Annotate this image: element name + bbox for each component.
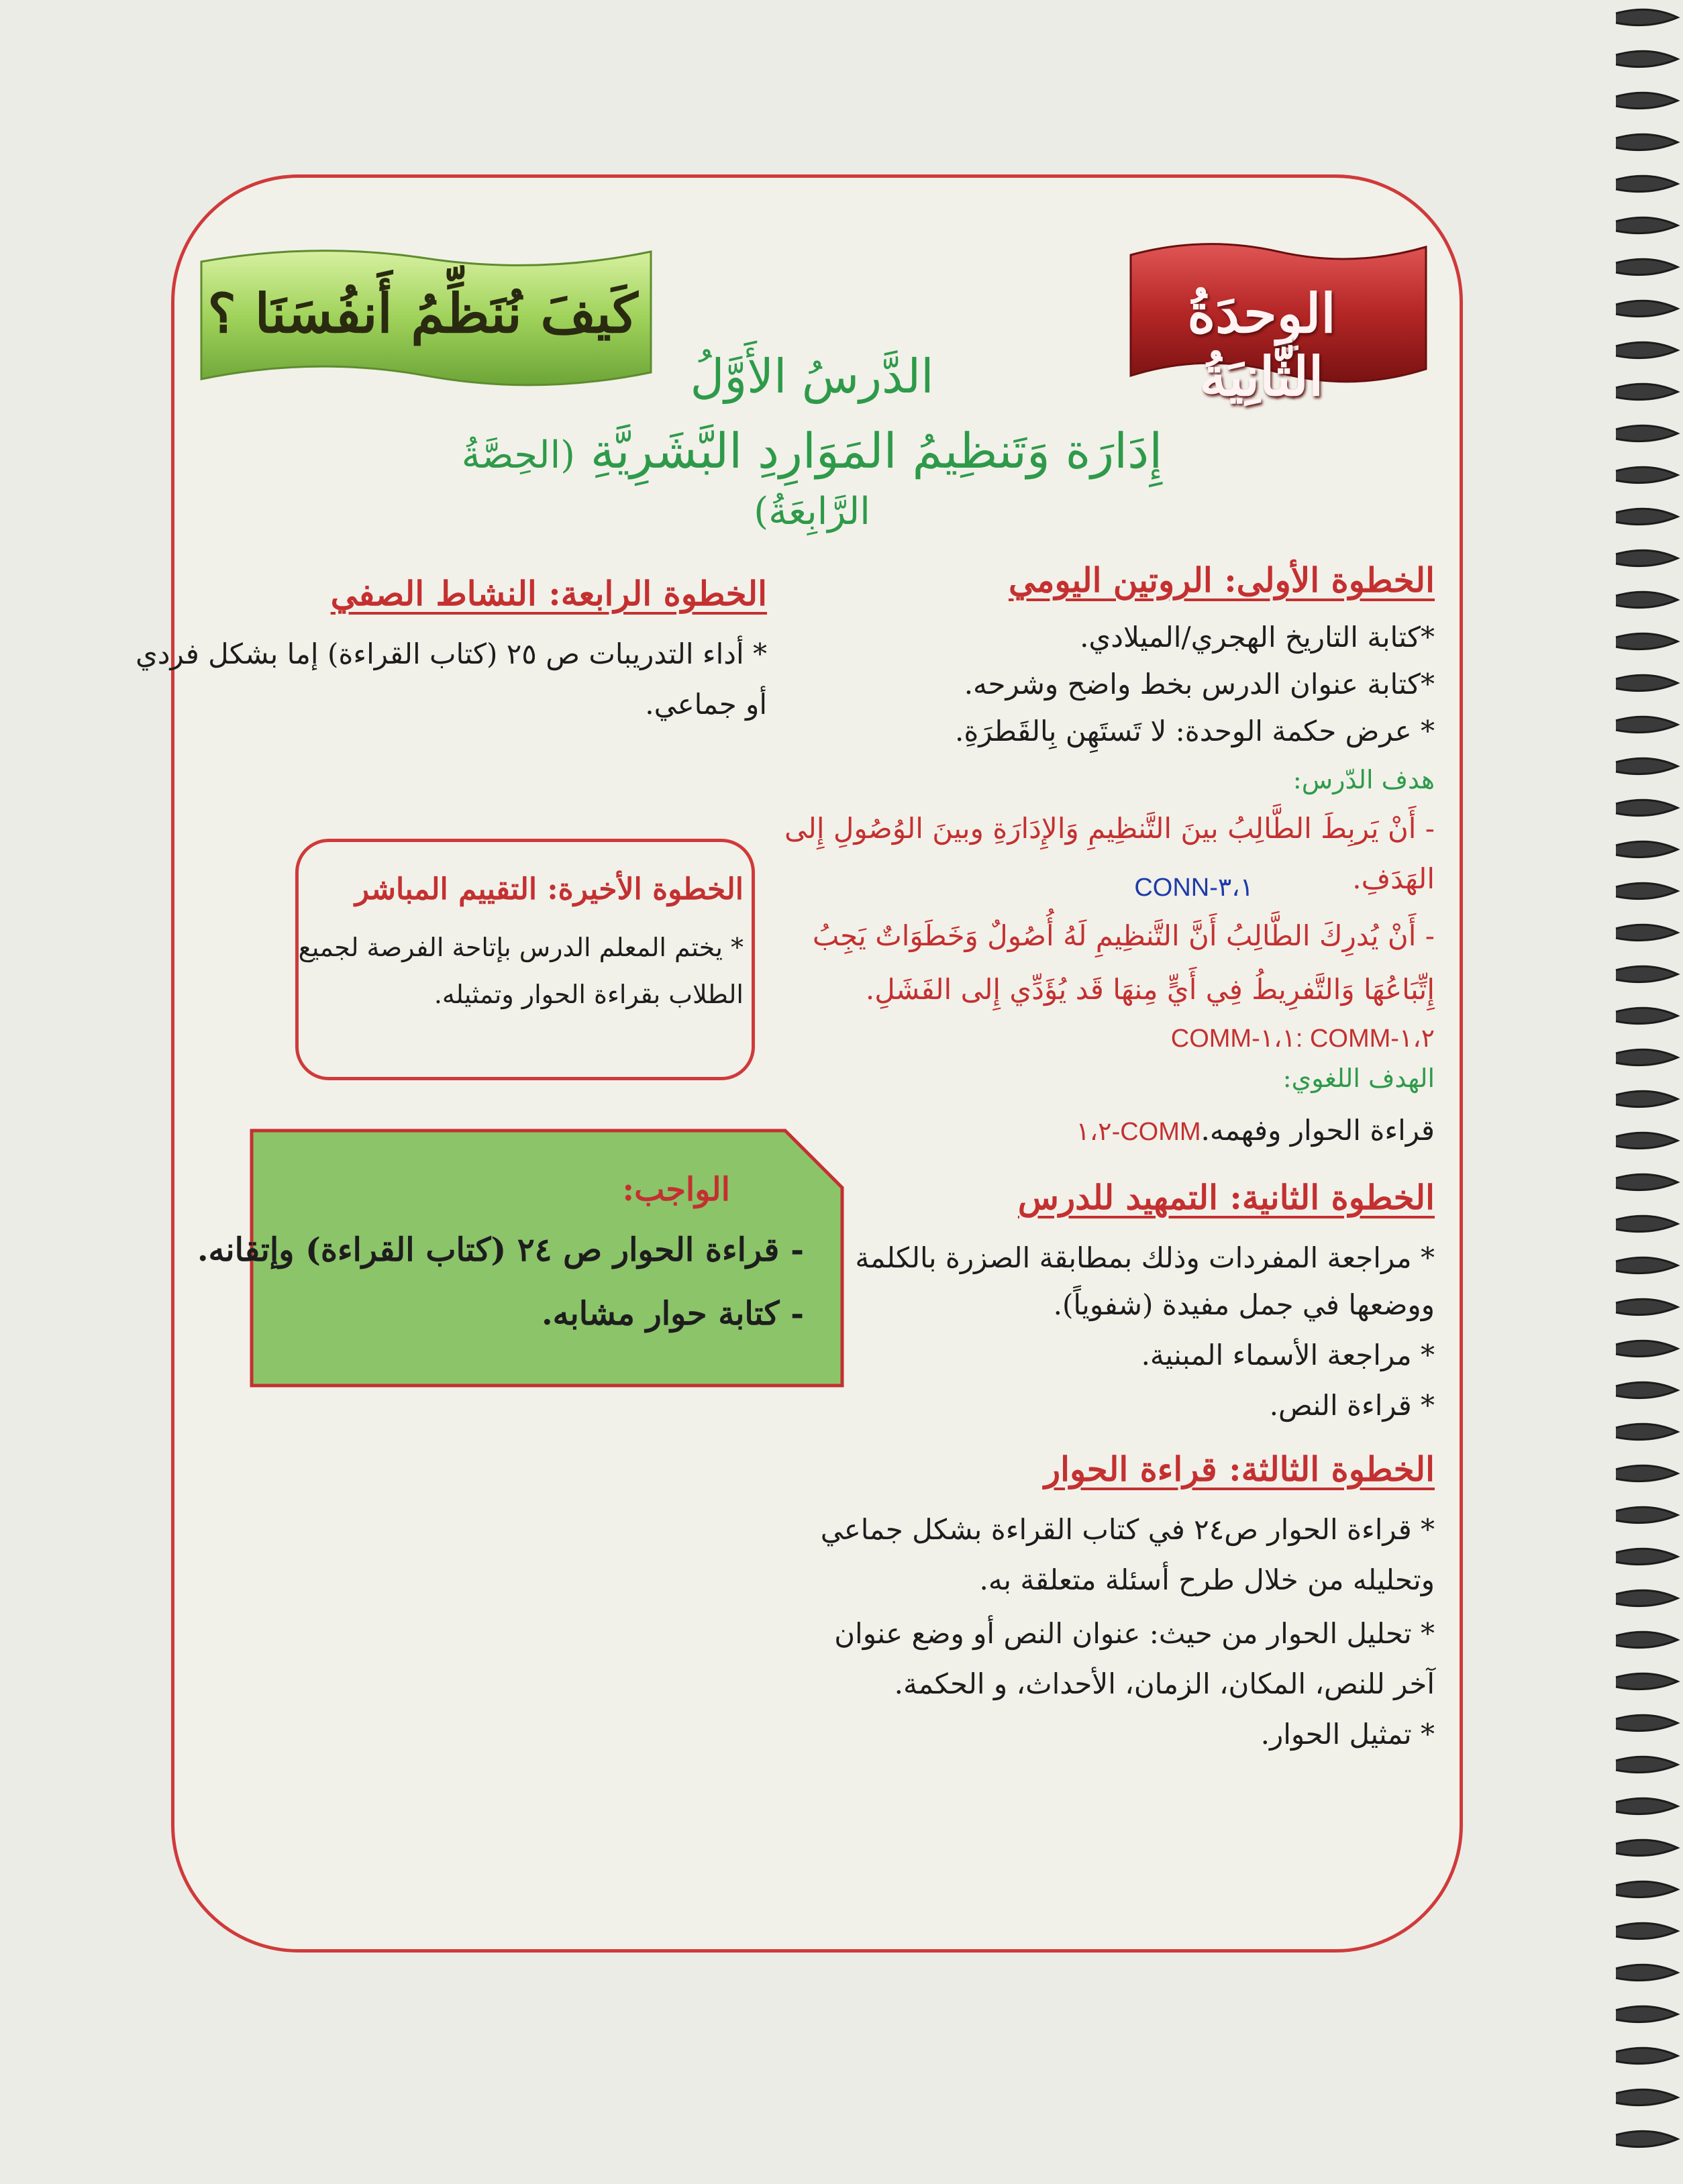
lang-goal-text: قراءة الحوار وفهمه. (1201, 1114, 1435, 1147)
step4-line-2: أو جماعي. (645, 688, 767, 721)
goal-label: هدف الدّرس: (1292, 765, 1435, 794)
spiral-coil (1616, 51, 1678, 66)
spiral-coil (1616, 633, 1678, 649)
step4-line-1: * أداء التدريبات ص ٢٥ (كتاب القراءة) إما بشكل فردي (135, 637, 767, 670)
spiral-coil (1616, 1632, 1678, 1647)
spiral-coil (1616, 675, 1678, 690)
spiral-coil (1616, 2006, 1678, 2022)
theme-title: كَيفَ نُنَظِّمُ أَنفُسَنَا ؟ (207, 282, 638, 345)
spiral-coil (1616, 592, 1678, 607)
spiral-coil (1616, 1881, 1678, 1897)
spiral-coil (1616, 841, 1678, 857)
spiral-coil (1616, 425, 1678, 441)
step2-line-1: * مراجعة المفردات وذلك بمطابقة الصزرة بالكلمة (855, 1241, 1435, 1274)
goal2-line-a: - أَنْ يُدرِكَ الطَّالِبُ أَنَّ التَّنظِيمِ لَهُ أُصُولٌ وَخَطَوَاتٌ يَجِبُ (812, 919, 1435, 952)
spiral-coil (1616, 1091, 1678, 1106)
spiral-coil (1616, 2048, 1678, 2063)
spiral-coil (1616, 1923, 1678, 1938)
spiral-coil (1616, 1382, 1678, 1398)
step3-line-3: * تحليل الحوار من حيث: عنوان النص أو وضع عنوان (834, 1617, 1435, 1650)
step4-heading: الخطوة الرابعة: النشاط الصفي (330, 574, 767, 613)
spiral-coil (1616, 176, 1678, 191)
step3-line-2: وتحليله من خلال طرح أسئلة متعلقة به. (979, 1563, 1435, 1596)
final-step-line-1: * يختم المعلم الدرس بإتاحة الفرصة لجميع (298, 933, 744, 962)
spiral-coil (1616, 301, 1678, 316)
spiral-coil (1616, 758, 1678, 774)
spiral-coil (1616, 1216, 1678, 1231)
goal1-line-a: - أَنْ يَربِطَ الطَّالِبُ بينَ التَّنظِيمِ وَالإِدَارَةِ وبينَ الوُصُولِ إِلى (784, 812, 1435, 845)
spiral-coil (1616, 1257, 1678, 1273)
step2-line-3: * مراجعة الأسماء المبنية. (1141, 1339, 1435, 1371)
goal2-code: COMM-١،١: COMM-١،٢ (1170, 1025, 1435, 1053)
spiral-coil (1616, 1798, 1678, 1814)
lang-goal-code: COMM-١،٢ (1076, 1118, 1201, 1146)
spiral-coil (1616, 134, 1678, 150)
goal1-line-b: الهَدَفِ. (1352, 862, 1435, 895)
spiral-coil (1616, 1133, 1678, 1148)
spiral-coil (1616, 259, 1678, 274)
goal1-code: CONN-٣،١ (1134, 874, 1254, 902)
spiral-coil (1616, 1341, 1678, 1356)
spiral-coil (1616, 966, 1678, 982)
lesson-subtitle (403, 423, 1221, 535)
final-step-heading: الخطوة الأخيرة: التقييم المباشر (354, 872, 744, 906)
spiral-coil (1616, 1549, 1678, 1564)
step3-line-5: * تمثيل الحوار. (1260, 1718, 1435, 1751)
spiral-coil (1616, 509, 1678, 524)
spiral-coil (1616, 1965, 1678, 1980)
step1-line-3: * عرض حكمة الوحدة: لا تَستَهِن بِالقَطرَةِ. (954, 715, 1435, 747)
spiral-coil (1616, 384, 1678, 399)
spiral-coil (1616, 93, 1678, 108)
homework-line-1: - قراءة الحوار ص ٢٤ (كتاب القراءة) وإتقانه. (197, 1231, 804, 1269)
spiral-coil (1616, 1507, 1678, 1522)
spiral-coil (1616, 1465, 1678, 1481)
step1-line-1: *كتابة التاريخ الهجري/الميلادي. (1080, 621, 1435, 654)
spiral-coil (1616, 1299, 1678, 1314)
spiral-coil (1616, 883, 1678, 898)
step2-line-4: * قراءة النص. (1269, 1389, 1435, 1422)
step2-heading: الخطوة الثانية: التمهيد للدرس (1017, 1178, 1435, 1217)
step3-line-4: آخر للنص، المكان، الزمان، الأحداث، و الحكمة. (894, 1667, 1435, 1700)
spiral-coil (1616, 217, 1678, 233)
spiral-coil (1616, 9, 1678, 25)
spiral-coil (1616, 1049, 1678, 1065)
step3-heading: الخطوة الثالثة: قراءة الحوار (1043, 1449, 1435, 1489)
spiral-coil (1616, 550, 1678, 566)
step1-line-2: *كتابة عنوان الدرس بخط واضح وشرحه. (964, 668, 1435, 700)
lesson-title: الدَّرسُ الأَوَّلُ (690, 349, 934, 404)
final-step-line-2: الطلاب بقراءة الحوار وتمثيله. (434, 980, 744, 1009)
homework-line-2: - كتابة حوار مشابه. (541, 1295, 804, 1333)
spiral-coil (1616, 1840, 1678, 1855)
spiral-coil (1616, 1673, 1678, 1689)
spiral-coil (1616, 1757, 1678, 1772)
spiral-coil (1616, 800, 1678, 815)
spiral-coil (1616, 2089, 1678, 2105)
spiral-coil (1616, 1174, 1678, 1190)
spiral-binding (1602, 0, 1683, 2184)
spiral-coil (1616, 467, 1678, 482)
spiral-coil (1616, 1424, 1678, 1439)
lesson-subtitle-main: إِدَارَة وَتَنظِيمُ المَوَارِدِ البَّشَرِيَّةِ (590, 423, 1163, 479)
step1-heading: الخطوة الأولى: الروتين اليومي (1008, 560, 1435, 600)
goal2-line-b: إِتِّبَاعُهَا وَالتَّفرِيطُ فِي أَيٍّ مِنهَا قَد يُؤَدِّي إِلى الفَشَلِ. (865, 973, 1435, 1006)
spiral-coil (1616, 1008, 1678, 1023)
spiral-coil (1616, 1715, 1678, 1730)
unit-title: الوِحدَةُ الثَّانِيَةُ (1187, 282, 1336, 408)
spiral-coil (1616, 925, 1678, 940)
step2-line-2: ووضعها في جمل مفيدة (شفوياً). (1053, 1288, 1435, 1321)
spiral-coil (1616, 342, 1678, 358)
lesson-period: (الحِصَّةُ الرَّابِعَةُ) (461, 433, 870, 533)
lang-goal-label: الهدف اللغوي: (1282, 1063, 1435, 1093)
spiral-coil (1616, 1590, 1678, 1606)
spiral-coil (1616, 717, 1678, 732)
spiral-coil (1616, 2131, 1678, 2146)
step3-line-1: * قراءة الحوار ص٢٤ في كتاب القراءة بشكل جماعي (820, 1513, 1435, 1546)
lang-goal (1076, 1114, 1435, 1147)
homework-heading: الواجب: (622, 1171, 730, 1208)
